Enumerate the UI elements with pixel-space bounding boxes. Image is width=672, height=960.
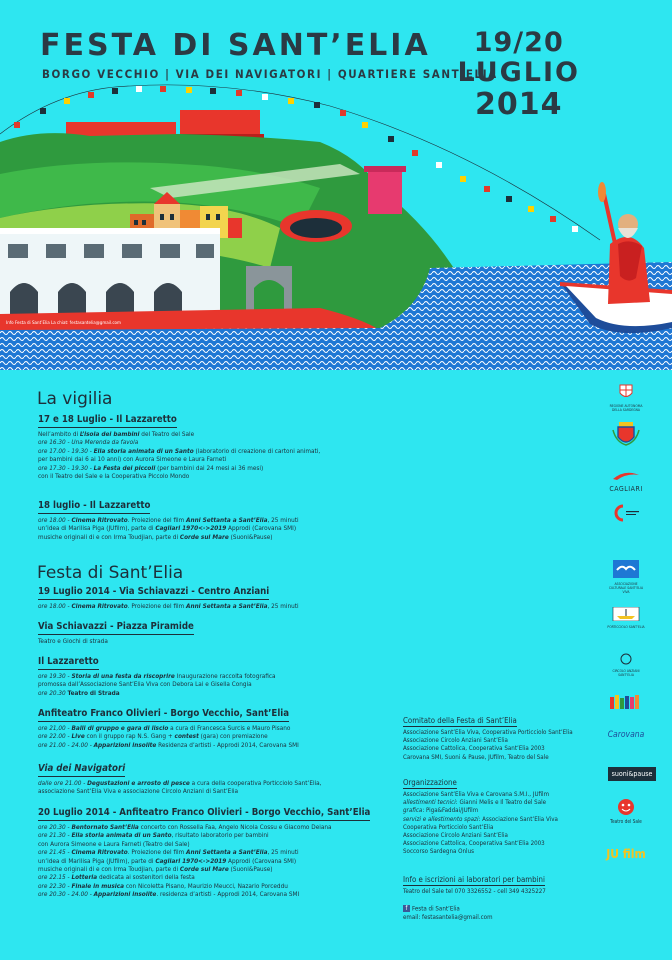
logo-teatro-del-sale: Teatro del Sale (606, 798, 646, 825)
event-line: Teatro e Giochi di strada (38, 637, 108, 645)
event-line: ore 21.45 - Cinema Ritrovato. Proiezione del film Anni Settanta a Sant’Elia, 25 minuti (38, 848, 299, 857)
event-line: dalle ore 21.00 - Degustazioni e arrosto di pesce a cura della cooperativa Porticciolo Sant’Elia, (38, 779, 322, 787)
comitato-line: Associazione Cattolica, Cooperativa Sant’Elia 2003 (403, 745, 545, 753)
event-line: promossa dall’Associazione Sant’Elia Viva con Debora Lai e Gisella Congia (38, 680, 252, 689)
info-heading: Info e iscrizioni ai laboratori per bambini (403, 875, 545, 884)
event-block-lazzaretto (38, 656, 276, 697)
facebook-icon: f (403, 905, 410, 912)
logo-regione-sardegna: REGIONE AUTONOMA DELLA SARDEGNA (606, 384, 646, 412)
info-phone: Teatro del Sale tel 070 3326552 - cell 349 4325227 (403, 888, 546, 895)
logo-colorful-bars (606, 694, 646, 713)
logo-comune-stemma (606, 420, 646, 452)
event-block-20-luglio (38, 807, 370, 899)
section-title-vigilia: La vigilia (37, 389, 113, 409)
event-line: un’idea di Marilisa Piga (JUfilm), parte di Cagliari 1970<->2019 Approdi (Carovana SMI) (38, 856, 297, 865)
org-line: Associazione Sant’Elia Viva e Carovana S.M.I., JUfilm (403, 791, 549, 798)
org-line: servizi e allestimento spazi: Associazione Sant’Elia Viva (403, 815, 558, 823)
event-line: ore 20.30 Teatro di Strada (38, 688, 120, 697)
event-line: ore 22.30 - Finale in musica con Nicoletta Pisano, Maurizio Meucci, Nazario Porceddu (38, 881, 288, 890)
date-year: 2014 (474, 87, 563, 122)
event-line: ore 18.00 - Cinema Ritrovato. Proiezione del film Anni Settanta a Sant’Elia, 25 minuti (38, 516, 299, 524)
org-line: grafica: Piga&Faddai/JUfilm (403, 807, 479, 815)
comitato-line: Associazione Sant’Elia Viva, Cooperativa Porticciolo Sant’Elia (403, 729, 573, 736)
event-line: ore 16.30 - Una Merenda da favola (38, 438, 139, 447)
event-line: ore 22.00 - Live con il gruppo rap N.S. Gang + contest (gara) con premiazione (38, 732, 268, 741)
event-line: ore 21.00 - 24.00 - Apparizioni insolite Residenza d’artisti - Approdi 2014, Carovana SMI (38, 740, 299, 749)
org-line: Soccorso Sardegna Onlus (403, 848, 475, 856)
event-line: ore 20.30 - 24.00 - Apparizioni insolite. residenza d’artisti - Approdi 2014, Carovana SMI (38, 890, 300, 899)
block-heading: Via dei Navigatori (38, 763, 125, 777)
bars-icon (608, 695, 644, 709)
fortress-wall (66, 122, 176, 136)
event-line: con Aurora Simeone e Laura Farneti (Teatro del Sale) (38, 839, 190, 848)
block-heading: Il Lazzaretto (38, 656, 99, 670)
event-line: musiche originali di e con Irma Toudjian, parte di Corde sul Mare (Suoni&Pause) (38, 865, 273, 874)
logo-circolo-anziani: CIRCOLO ANZIANI SANT’ELIA (606, 650, 646, 677)
event-line: musiche originali di e con Irma Toudjian, parte di Corde sul Mare (Suoni&Pause) (38, 532, 273, 541)
event-line: con il Teatro del Sale e la Cooperativa Piccolo Mondo (38, 472, 190, 481)
event-line: ore 21.30 - Ella storia animata di un Santo, risultato laboratorio per bambini (38, 831, 269, 840)
poster-title: FESTA DI SANT’ELIA (40, 28, 431, 63)
event-line: per bambini dai 6 ai 10 anni) con Aurora Simeone e Laura Farneti (38, 455, 227, 464)
c-mark-icon (611, 504, 641, 522)
logo-cagliari: CAGLIARI (606, 466, 646, 493)
block-heading: 18 luglio - Il Lazzaretto (38, 500, 150, 514)
event-line: ore 22.15 - Lotteria dedicata ai sostenitori della festa (38, 873, 195, 882)
event-block-navigatori (38, 763, 322, 796)
logo-jufilm: JU film (606, 847, 646, 861)
event-line: un’idea di Marilisa Piga (JUfilm), parte di Cagliari 1970<->2019 Approdi (Carovana SMI) (38, 524, 297, 533)
facebook-link[interactable]: f Festa di Sant’Elia (403, 905, 546, 914)
org-line: Associazione Circolo Anziani Sant’Elia (403, 832, 508, 840)
coat-of-arms-icon (619, 384, 633, 400)
crest-icon (611, 420, 641, 448)
block-heading: Anfiteatro Franco Olivieri - Borgo Vecchio, Sant’Elia (38, 708, 289, 722)
date-month: LUGLIO (457, 57, 580, 88)
poster-illustration (0, 78, 672, 370)
date-day: 19/20 (473, 27, 564, 58)
event-line: ore 17.00 - 19.30 - Ella storia animata di un Santo (laboratorio di creazione di cartoni animati, (38, 446, 321, 455)
logo-porticciolo: PORTICCIOLO SANT’ELIA (606, 606, 646, 629)
event-line: Nell’ambito di L’isola dei bambini del Teatro del Sale (38, 430, 195, 438)
event-block-19-luglio (38, 586, 299, 610)
info-block (403, 875, 546, 922)
event-line: ore 20.30 - Bentornato Sant’Elia concerto con Rossella Faa, Angelo Nicola Cossu e Giacomo Deiana (38, 823, 332, 831)
illustration-credit: Info Festa di Sant’Elia La chiat: festasantelia@gmail.com (6, 321, 121, 326)
org-line: Associazione Cattolica, Cooperativa Sant’Elia 2003 (403, 840, 545, 848)
logo-porticciolo-c (606, 504, 646, 526)
event-line: ore 19.30 - Storia di una festa da riscoprire Inaugurazione raccolta fotografica (38, 672, 276, 680)
logo-santelia-viva: ASSOCIAZIONE CULTURALE SANT’ELIA VIVA (606, 560, 646, 594)
comitato-line: Carovana SMI, Suoni & Pause, JUfilm, Teatro del Sale (403, 753, 549, 761)
org-line: allestimenti tecnici: Gianni Melis e Il Teatro del Sale (403, 799, 547, 807)
block-heading: 19 Luglio 2014 - Via Schiavazzi - Centro Anziani (38, 586, 269, 600)
circle-icon (619, 653, 633, 665)
org-line: Cooperativa Porticciolo Sant’Elia (403, 823, 494, 831)
comitato-block (403, 716, 573, 762)
event-block-18-luglio (38, 500, 299, 541)
comitato-line: Associazione Circolo Anziani Sant’Elia (403, 737, 508, 745)
organizzazione-heading: Organizzazione (403, 778, 457, 787)
event-line: ore 21,00 - Balli di gruppo e gara di liscio a cura di Francesca Surcis e Mauro Pisano (38, 724, 291, 732)
info-email[interactable]: email: festasantelia@gmail.com (403, 913, 493, 921)
logo-suoni-pause: suoni&pause (608, 767, 656, 781)
cagliari-mark-icon (611, 471, 641, 481)
event-line: associazione Sant’Elia Viva e associazione Circolo Anziani di Sant’Elia (38, 787, 239, 796)
section-title-festa: Festa di Sant’Elia (37, 563, 184, 583)
block-heading: Via Schiavazzi - Piazza Piramide (38, 621, 194, 635)
poster-subtitle: BORGO VECCHIO | VIA DEI NAVIGATORI | QUARTIERE SANT’ELIA (42, 67, 498, 81)
seagull-icon (611, 560, 641, 578)
pink-tower (368, 170, 402, 214)
block-heading: 20 Luglio 2014 - Anfiteatro Franco Olivieri - Borgo Vecchio, Sant’Elia (38, 807, 370, 821)
block-heading: 17 e 18 Luglio - Il Lazzaretto (38, 414, 177, 428)
logo-carovana: Carovana (607, 730, 645, 740)
event-block-17-18-luglio (38, 414, 320, 480)
comitato-heading: Comitato della Festa di Sant’Elia (403, 716, 517, 725)
event-line: ore 18.00 - Cinema Ritrovato. Proiezione del film Anni Settanta a Sant’Elia, 25 minuti (38, 602, 299, 610)
organizzazione-block (403, 778, 558, 857)
event-block-piazza-piramide (38, 621, 194, 645)
event-line: ore 17.30 - 19.30 - La Festa dei piccoli (per bambini dai 24 mesi ai 36 mesi) (38, 463, 264, 472)
fortress-tower (180, 110, 260, 136)
event-block-anfiteatro-19 (38, 708, 299, 749)
boat-icon (611, 607, 641, 621)
theatre-mask-icon (615, 798, 637, 816)
